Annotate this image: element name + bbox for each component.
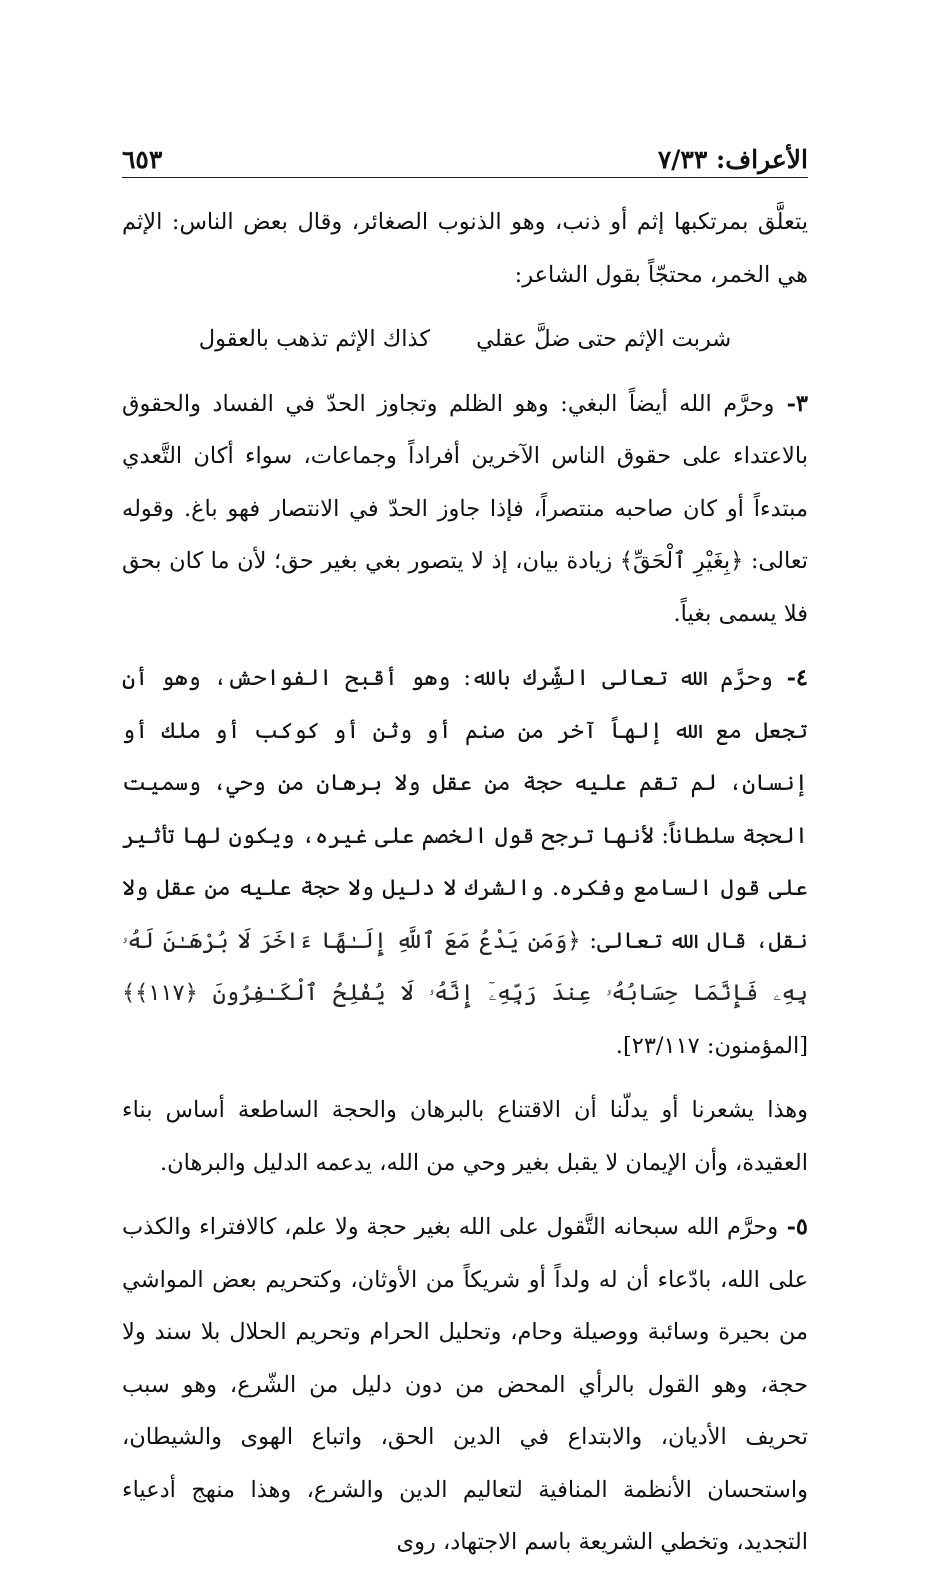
quran-verse: ﴿وَمَن يَدْعُ مَعَ ٱللَّهِ إِلَـٰهًا ءَاخَرَ لَا بُرْهَـٰنَ لَهُۥ بِهِۦ فَإِنَّمَا حِسَابُهُۥ عِندَ رَبِّهِۦٓ إِنَّهُۥ لَا يُفْلِحُ ٱلْكَـٰفِرُونَ ﴿١١٧﴾﴾ bbox=[122, 927, 808, 1006]
chapter-reference: الأعراف: ٧/٣٣ bbox=[657, 145, 808, 174]
page-number: ٦٥٣ bbox=[122, 145, 163, 174]
paragraph-1: يتعلَّق بمرتكبها إثم أو ذنب، وهو الذنوب الصغائر، وقال بعض الناس: الإثم هي الخمر، محتجّاً بقول الشاعر: bbox=[122, 209, 808, 288]
paragraph-4-text: وحرَّم الله تعالى الشِّرك بالله: وهو أقبح الفواحش، وهو أن تجعل مع الله إلهاً آخر من صنم أو وثن أو كوكب أو ملك أو إنسان، لم تقم عليه حجة من عقل ولا برهان من وحي، وسميت الحجة سلطاناً: لأنها ترجح قول الخصم على غيره، ويكون لها تأثير على قول السامع وفكره. والشرك لا دليل ولا حجة عليه من عقل ولا نقل، قال الله تعالى: bbox=[122, 665, 808, 954]
item-number-4: ٤- bbox=[773, 665, 809, 691]
page-body bbox=[122, 196, 808, 1569]
paragraph-5: وهذا يشعرنا أو يدلّنا أن الاقتناع بالبرهان والحجة الساطعة أساس بناء العقيدة، وأن الإيمان لا يقبل بغير وحي من الله، يدعمه الدليل والبرهان. bbox=[122, 1097, 808, 1176]
paragraph-3 bbox=[122, 378, 808, 641]
paragraph-4 bbox=[122, 652, 808, 1072]
paragraph-6-text: وحرَّم الله سبحانه التَّقول على الله بغير حجة ولا علم، كالافتراء والكذب على الله، بادّعاء أن له ولداً أو شريكاً من الأوثان، وكتحريم بعض المواشي من بحيرة وسائبة ووصيلة وحام، وتحليل الحرام وتحريم الحلال بلا سند ولا حجة، وهو القول بالرأي المحض من دون دليل من الشّرع، وهو سبب تحريف الأديان، والابتداع في الدين الحق، واتباع الهوى والشيطان، واستحسان الأنظمة المنافية لتعاليم الدين والشرع، وهذا منهج أدعياء التجديد، وتخطي الشريعة باسم الاجتهاد، روى bbox=[122, 1214, 808, 1555]
quran-reference: [المؤمنون: ٢٣/١١٧]. bbox=[615, 1032, 808, 1059]
paragraph-6 bbox=[122, 1201, 808, 1569]
header-rule bbox=[122, 177, 808, 178]
poetry-verse bbox=[122, 313, 808, 366]
running-header bbox=[122, 128, 808, 174]
item-number-5: ٥- bbox=[778, 1214, 808, 1240]
item-number-3: ٣- bbox=[774, 390, 808, 417]
verse-first-hemistich: شربت الإثم حتى ضلَّ عقلي bbox=[476, 326, 732, 352]
verse-second-hemistich: كذاك الإثم تذهب بالعقول bbox=[198, 326, 431, 352]
paragraph-3-text: وحرَّم الله أيضاً البغي: وهو الظلم وتجاوز الحدّ في الفساد والحقوق بالاعتداء على حقوق الناس الآخرين أفراداً وجماعات، سواء أكان التَّعدي مبتدءاً أو كان صاحبه منتصراً، فإذا جاوز الحدّ في الانتصار فهو باغ. وقوله تعالى: ﴿بِغَيْرِ ٱلْحَقِّ﴾ زيادة بيان، إذ لا يتصور بغي بغير حق؛ لأن ما كان بحق فلا يسمى بغياً. bbox=[122, 390, 808, 627]
